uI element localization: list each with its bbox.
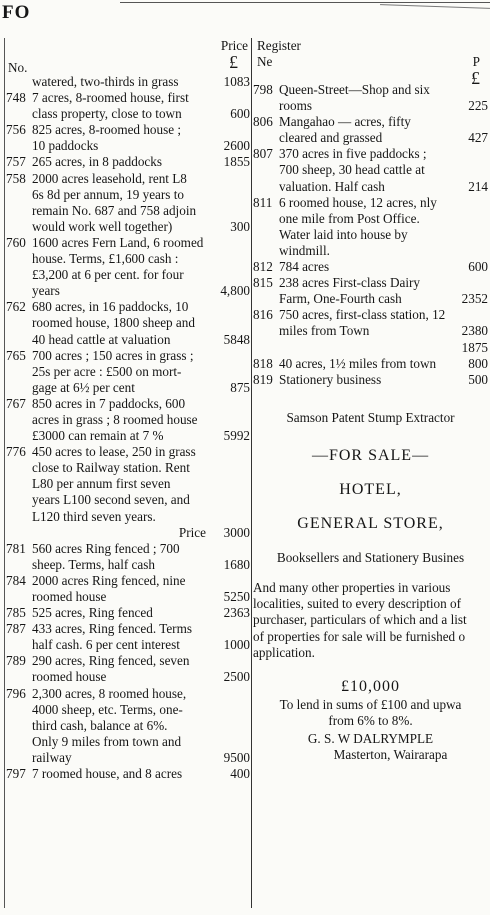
listing-entry <box>6 171 250 235</box>
listing-entry <box>6 348 250 396</box>
listing-entry <box>253 372 488 388</box>
listing-price: 400 <box>230 766 250 782</box>
listing-number: 815 <box>253 275 273 291</box>
listing-entry <box>253 340 488 356</box>
listing-line: cleared and grassed <box>279 130 383 146</box>
left-column-rule <box>4 38 5 908</box>
listing-price: 600 <box>230 106 250 122</box>
left-column-header <box>6 38 250 74</box>
listing-line: acres in grass ; 8 roomed house <box>32 411 198 427</box>
listing-number: 811 <box>253 194 273 210</box>
listing-entry <box>6 686 250 766</box>
listing-line: close to Railway station. Rent <box>32 460 190 476</box>
listing-number: 762 <box>6 299 26 315</box>
listing-line: 2000 acres Ring fenced, nine <box>32 572 186 588</box>
listing-entry <box>253 114 488 146</box>
listing-entry <box>6 396 250 444</box>
listing-price: 1855 <box>223 154 250 170</box>
listing-line: roomed house <box>32 669 107 685</box>
listing-entry <box>253 195 488 259</box>
listing-line: 560 acres Ring fenced ; 700 <box>32 540 180 556</box>
listing-entry <box>6 122 250 154</box>
listing-line: Queen-Street—Shop and six <box>279 82 430 97</box>
listing-line: L120 third seven years. <box>32 508 156 524</box>
listing-entry <box>253 275 488 307</box>
listing-line: 40 acres, 1½ miles from town <box>279 355 437 371</box>
advertisement <box>253 410 488 763</box>
listing-number: 760 <box>6 234 26 250</box>
listing-price: 1000 <box>223 637 250 653</box>
right-column <box>253 38 488 763</box>
listing-line: 25s per acre : £500 on mort- <box>32 363 182 379</box>
listing-entry <box>6 154 250 170</box>
listing-entry <box>253 307 488 339</box>
general-store-heading: GENERAL STORE, <box>297 515 444 533</box>
listing-line: half cash. 6 per cent interest <box>32 637 180 653</box>
listing-line: 750 acres, first-class station, 12 <box>279 307 446 323</box>
listing-line: 265 acres, in 8 paddocks <box>32 154 163 170</box>
advert-line: of properties for sale will be furnished o <box>253 628 466 644</box>
listing-line: 7 roomed house, and 8 acres <box>32 766 183 782</box>
listing-price: 225 <box>468 98 488 114</box>
listing-line: 370 acres in five paddocks ; <box>279 146 427 162</box>
listing-line: would work well together) <box>32 218 173 234</box>
listing-number: 776 <box>6 444 26 460</box>
listing-number: 812 <box>253 259 273 275</box>
listing-line: gage at 6½ per cent <box>32 379 135 395</box>
listing-number: 819 <box>253 371 273 387</box>
listing-line: 450 acres to lease, 250 in grass <box>32 444 196 460</box>
advert-line: application. <box>253 644 315 660</box>
listing-entry <box>6 90 250 122</box>
listing-number: 806 <box>253 114 273 130</box>
listing-price: 427 <box>468 130 488 146</box>
listing-price: 500 <box>468 371 488 387</box>
listing-line: 680 acres, in 16 paddocks, 10 <box>32 299 189 315</box>
listing-entry <box>6 541 250 573</box>
listing-number: 797 <box>6 766 26 782</box>
listing-line: miles from Town <box>279 323 370 339</box>
no-header: No. <box>8 60 28 75</box>
listing-entry <box>6 605 250 621</box>
listing-line: 238 acres First-class Dairy <box>279 275 420 291</box>
listing-line: 6 roomed house, 12 acres, nly <box>279 194 437 210</box>
listing-entry <box>253 259 488 275</box>
listing-number: 767 <box>6 395 26 411</box>
listing-number: 796 <box>6 685 26 701</box>
listing-number: 784 <box>6 572 26 588</box>
listing-line: 700 sheep, 30 head cattle at <box>279 162 425 178</box>
right-column-header <box>253 38 488 88</box>
listing-line: 7 acres, 8-roomed house, first <box>32 90 189 106</box>
listing-number: 756 <box>6 122 26 138</box>
listing-price: 1680 <box>223 556 250 572</box>
listing-line: 433 acres, Ring fenced. Terms <box>32 621 192 637</box>
listing-line: 1600 acres Fern Land, 6 roomed <box>32 234 204 250</box>
agent-name: G. S. W DALRYMPLE <box>307 731 434 746</box>
listing-price: 5250 <box>223 589 250 604</box>
listing-price: 2600 <box>223 138 250 154</box>
listing-line: one mile from Post Office. <box>279 210 420 226</box>
listing-line: 2000 acres leasehold, rent L8 <box>32 170 187 186</box>
listing-line: 784 acres <box>279 259 330 275</box>
listing-line: years L100 second seven, and <box>32 492 190 508</box>
listing-number: 787 <box>6 621 26 637</box>
listing-entry <box>6 621 250 653</box>
right-listings <box>253 82 488 388</box>
listing-price: 1875 <box>461 339 488 355</box>
currency-header: £ <box>471 68 480 88</box>
listing-number: 816 <box>253 307 273 323</box>
listing-entry <box>253 146 488 194</box>
listing-line: house. Terms, £1,600 cash : <box>32 251 179 267</box>
listing-entry <box>253 356 488 372</box>
listing-line: £3000 can remain at 7 % <box>32 428 164 444</box>
listing-line: years <box>32 283 60 299</box>
listing-line: L80 per annum first seven <box>32 476 171 492</box>
listing-price: 875 <box>230 379 250 395</box>
hotel-heading: HOTEL, <box>339 480 402 498</box>
listing-line: 525 acres, Ring fenced <box>32 605 153 621</box>
listing-number: 748 <box>6 90 26 106</box>
price-label: Price <box>178 524 206 540</box>
price-header: P <box>472 54 480 69</box>
listing-line: 10 paddocks <box>32 138 99 154</box>
listing-entry <box>253 82 488 114</box>
listing-line: 290 acres, Ring fenced, seven <box>32 653 190 669</box>
stump-extractor: Samson Patent Stump Extractor <box>286 409 455 425</box>
listing-entry <box>6 573 250 605</box>
listing-price: 600 <box>468 259 488 275</box>
listing-line: 4000 sheep, etc. Terms, one- <box>32 701 183 717</box>
no-header: Ne <box>257 54 273 69</box>
listing-number: 789 <box>6 653 26 669</box>
price-header: Price <box>220 38 248 53</box>
listing-line: remain No. 687 and 758 adjoin <box>32 202 197 218</box>
listing-entry <box>6 444 250 541</box>
listing-line: Water laid into house by <box>279 226 408 242</box>
listing-line: rooms <box>279 98 312 114</box>
for-sale-heading: —FOR SALE— <box>311 446 430 464</box>
listing-line: railway <box>32 749 72 765</box>
listing-number: 757 <box>6 154 26 170</box>
listing-line: class property, close to town <box>32 106 182 122</box>
top-rule <box>120 2 490 3</box>
header-fragment: FO <box>2 2 31 23</box>
listing-entry <box>6 653 250 685</box>
listing-number: 818 <box>253 355 273 371</box>
listing-line: 850 acres in 7 paddocks, 600 <box>32 395 186 411</box>
agent-place: Masterton, Wairarapa <box>333 747 448 763</box>
advert-line: purchaser, particulars of which and a list <box>253 612 467 628</box>
listing-line: sheep. Terms, half cash <box>32 556 155 572</box>
continuation-line: watered, two-thirds in grass 1083 <box>32 74 250 89</box>
loan-line: from 6% to 8%. <box>328 712 413 728</box>
listing-number: 798 <box>253 82 273 97</box>
listing-price: 2363 <box>223 605 250 621</box>
listing-line: windmill. <box>279 242 330 258</box>
top-rule-curl <box>380 4 490 9</box>
listing-entry <box>6 299 250 347</box>
listing-line: Stationery business <box>279 371 382 387</box>
listing-line: £3,200 at 6 per cent. for four <box>32 267 184 283</box>
listing-line: 40 head cattle at valuation <box>32 331 171 347</box>
listing-line: 2,300 acres, 8 roomed house, <box>32 685 187 701</box>
register-header: Register <box>257 38 301 53</box>
listing-number: 758 <box>6 170 26 186</box>
left-listings <box>6 90 250 782</box>
listing-price: 2500 <box>223 669 250 685</box>
listing-price: 5848 <box>223 331 250 347</box>
listing-price: 800 <box>468 355 488 371</box>
listing-line: 700 acres ; 150 acres in grass ; <box>32 347 194 363</box>
listing-price: 3000 <box>223 524 250 540</box>
listing-price: 214 <box>468 178 488 194</box>
listing-line: Farm, One-Fourth cash <box>279 291 402 307</box>
loan-terms <box>253 697 488 729</box>
booksellers-line: Booksellers and Stationery Busines <box>276 550 465 566</box>
listing-line: roomed house, 1800 sheep and <box>32 315 195 331</box>
listing-number: 765 <box>6 347 26 363</box>
listing-price: 9500 <box>223 749 250 765</box>
listing-number: 785 <box>6 605 26 621</box>
currency-header: £ <box>229 52 238 72</box>
advert-paragraph <box>253 580 488 660</box>
listing-price: 2380 <box>461 323 488 339</box>
listing-line: third cash, balance at 6%. <box>32 717 168 733</box>
listing-entry <box>6 235 250 299</box>
column-divider <box>251 38 252 908</box>
listing-entry <box>6 766 250 782</box>
listing-line: Only 9 miles from town and <box>32 733 182 749</box>
listing-price: 2352 <box>461 291 488 307</box>
listing-line: Mangahao — acres, fifty <box>279 114 411 130</box>
listing-price: 300 <box>230 218 250 234</box>
listing-line: valuation. Half cash <box>279 178 385 194</box>
listing-line: 825 acres, 8-roomed house ; <box>32 122 182 138</box>
listing-price: 5992 <box>223 428 250 444</box>
listing-line: 6s 8d per annum, 19 years to <box>32 186 184 202</box>
advert-line: localities, suited to every description of <box>253 596 462 612</box>
listing-number: 781 <box>6 540 26 556</box>
loan-line: To lend in sums of £100 and upwa <box>279 696 462 712</box>
listing-price: 4,800 <box>220 283 250 299</box>
loan-amount: £10,000 <box>341 677 400 695</box>
left-column <box>6 38 250 782</box>
listing-line: roomed house <box>32 589 107 604</box>
listing-number: 807 <box>253 146 273 162</box>
advert-line: And many other properties in various <box>253 580 451 596</box>
